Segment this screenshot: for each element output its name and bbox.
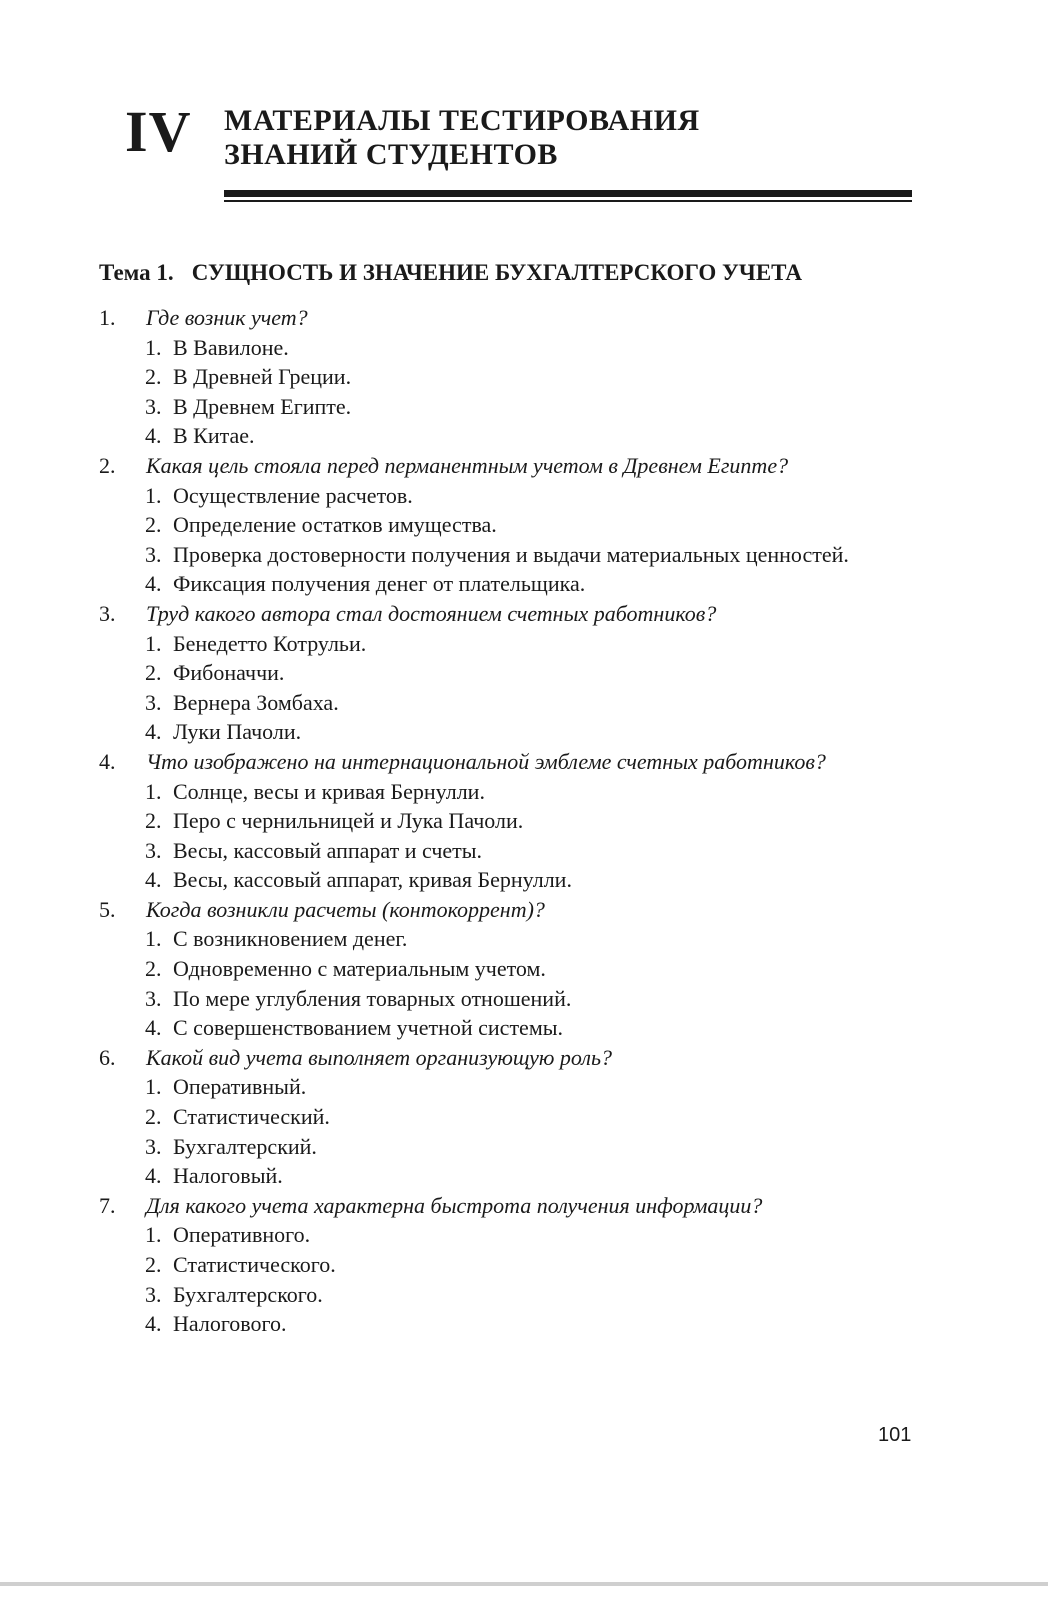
answer-option [99, 540, 914, 570]
chapter-rule-thin [224, 200, 912, 202]
chapter-title-line-2: ЗНАНИЙ СТУДЕНТОВ [224, 138, 558, 171]
answer-option [99, 1072, 914, 1102]
option-number: 1. [145, 1222, 162, 1248]
question-text: Для какого учета характерна быстрота получения информации? [146, 1192, 763, 1218]
answer-option [99, 1102, 914, 1132]
option-text: Бухгалтерского. [173, 1281, 323, 1307]
chapter-title-line-1: МАТЕРИАЛЫ ТЕСТИРОВАНИЯ [224, 104, 700, 137]
question-item [99, 747, 914, 777]
option-text: Фибоначчи. [173, 660, 285, 686]
option-text: Фиксация получения денег от плательщика. [173, 571, 586, 597]
option-text: Одновременно с материальным учетом. [173, 956, 546, 982]
answer-option [99, 658, 914, 688]
option-number: 2. [145, 364, 162, 390]
option-text: Весы, кассовый аппарат, кривая Бернулли. [173, 867, 572, 893]
answer-option [99, 1013, 914, 1043]
answer-option [99, 836, 914, 866]
answer-option [99, 688, 914, 718]
question-text: Когда возникли расчеты (контокоррент)? [146, 896, 545, 922]
answer-option [99, 421, 914, 451]
option-number: 1. [145, 630, 162, 656]
option-number: 3. [145, 1281, 162, 1307]
question-item [99, 303, 914, 333]
option-number: 4. [145, 571, 162, 597]
answer-option [99, 362, 914, 392]
answer-option [99, 629, 914, 659]
option-number: 1. [145, 926, 162, 952]
option-text: По мере углубления товарных отношений. [173, 985, 572, 1011]
option-number: 3. [145, 541, 162, 567]
option-text: Луки Пачоли. [173, 719, 302, 745]
answer-option [99, 510, 914, 540]
option-number: 2. [145, 1252, 162, 1277]
section-heading [99, 258, 802, 288]
option-number: 3. [145, 985, 162, 1011]
answer-option [99, 333, 914, 363]
question-item [99, 451, 914, 481]
option-text: Весы, кассовый аппарат и счеты. [173, 837, 483, 863]
question-number: 5. [99, 896, 116, 922]
option-number: 1. [145, 778, 162, 804]
answer-option [99, 1161, 914, 1191]
question-text: Где возник учет? [146, 305, 308, 330]
option-number: 4. [145, 1015, 162, 1041]
question-item [99, 1043, 914, 1073]
option-text: В Древнем Египте. [173, 393, 352, 419]
option-number: 1. [145, 334, 162, 360]
question-item [99, 1191, 914, 1221]
answer-option [99, 1132, 914, 1162]
answer-option [99, 806, 914, 836]
question-text: Какая цель стояла перед перманентным учетом в Древнем Египте? [146, 452, 789, 478]
option-text: Бенедетто Котрульи. [173, 630, 367, 656]
option-number: 4. [145, 1163, 162, 1189]
chapter-rule-thick [224, 190, 912, 197]
answer-option [99, 984, 914, 1014]
option-text: Бухгалтерский. [173, 1133, 317, 1159]
question-number: 1. [99, 305, 116, 330]
option-number: 1. [145, 482, 162, 508]
question-text: Что изображено на интернациональной эмблеме счетных работников? [146, 748, 826, 774]
option-number: 1. [145, 1074, 162, 1100]
question-item [99, 599, 914, 629]
page-number: 101 [878, 1424, 912, 1446]
question-number: 2. [99, 452, 116, 478]
option-text: Налоговый. [173, 1163, 283, 1189]
section-label: Тема 1. [99, 260, 174, 285]
chapter-title [224, 104, 700, 172]
option-text: Статистического. [173, 1252, 336, 1277]
answer-option [99, 1250, 914, 1280]
option-text: В Вавилоне. [173, 334, 289, 360]
question-number: 7. [99, 1192, 116, 1218]
option-text: Перо с чернильницей и Лука Пачоли. [173, 808, 524, 834]
option-text: Статистический. [173, 1104, 330, 1130]
option-text: В Китае. [173, 423, 255, 449]
question-text: Труд какого автора стал достоянием счетных работников? [146, 600, 717, 626]
option-text: Налогового. [173, 1311, 287, 1337]
answer-option [99, 481, 914, 511]
option-number: 3. [145, 689, 162, 715]
answer-option [99, 392, 914, 422]
option-text: С возникновением денег. [173, 926, 408, 952]
question-list [99, 303, 914, 1339]
option-number: 3. [145, 393, 162, 419]
option-text: В Древней Греции. [173, 364, 352, 390]
answer-option [99, 954, 914, 984]
option-number: 2. [145, 660, 162, 686]
question-number: 4. [99, 748, 116, 774]
answer-option [99, 1280, 914, 1310]
option-number: 3. [145, 1133, 162, 1159]
answer-option [99, 865, 914, 895]
answer-option [99, 717, 914, 747]
option-text: Вернера Зомбаха. [173, 689, 339, 715]
answer-option [99, 1309, 914, 1339]
question-text: Какой вид учета выполняет организующую роль? [146, 1044, 612, 1070]
option-number: 4. [145, 423, 162, 449]
section-title: СУЩНОСТЬ И ЗНАЧЕНИЕ БУХГАЛТЕРСКОГО УЧЕТА [191, 260, 802, 285]
answer-option [99, 777, 914, 807]
option-number: 4. [145, 1311, 162, 1337]
chapter-number: IV [125, 99, 192, 164]
option-text: Оперативный. [173, 1074, 307, 1100]
option-number: 4. [145, 867, 162, 893]
option-text: Осуществление расчетов. [173, 482, 413, 508]
option-text: С совершенствованием учетной системы. [173, 1015, 564, 1041]
question-number: 3. [99, 600, 116, 626]
option-text: Солнце, весы и кривая Бернулли. [173, 778, 485, 804]
option-number: 4. [145, 719, 162, 745]
page-bottom-edge [0, 1582, 1048, 1586]
answer-option [99, 1220, 914, 1250]
question-item [99, 895, 914, 925]
option-text: Оперативного. [173, 1222, 311, 1248]
option-text: Определение остатков имущества. [173, 512, 497, 538]
option-number: 2. [145, 808, 162, 834]
answer-option [99, 569, 914, 599]
answer-option [99, 924, 914, 954]
option-number: 2. [145, 956, 162, 982]
option-number: 2. [145, 1104, 162, 1130]
option-number: 2. [145, 512, 162, 538]
option-number: 3. [145, 837, 162, 863]
question-number: 6. [99, 1044, 116, 1070]
option-text: Проверка достоверности получения и выдачи материальных ценностей. [173, 541, 849, 567]
